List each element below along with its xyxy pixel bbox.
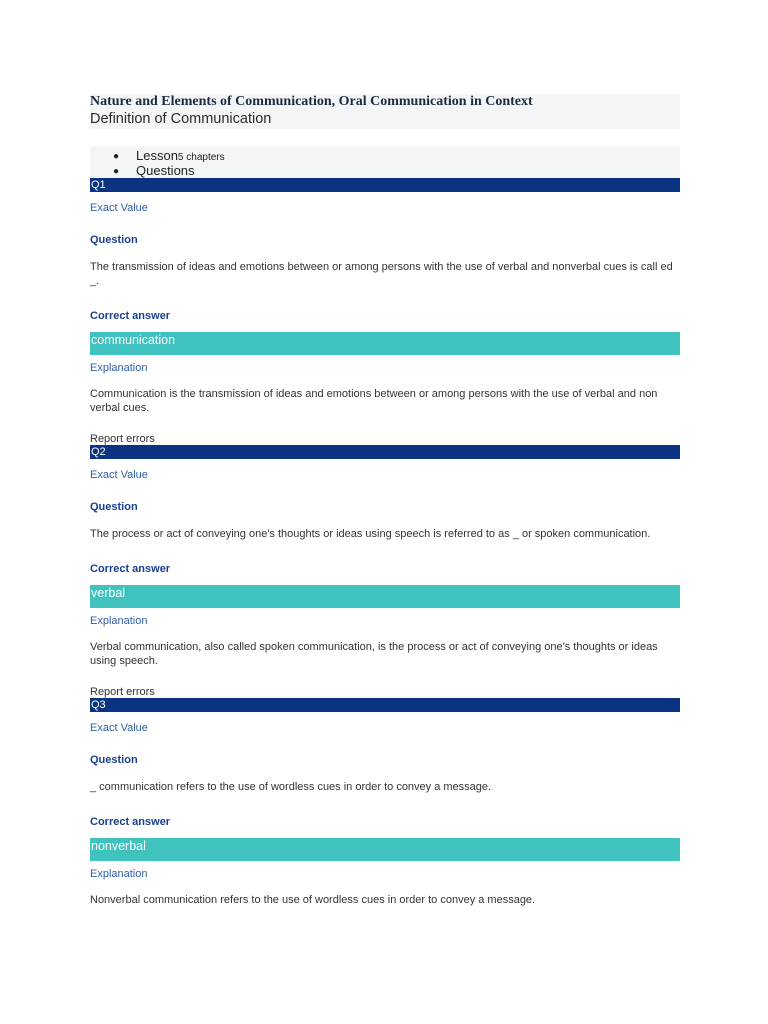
bullet-icon: ●: [113, 166, 120, 177]
question-type: Exact Value: [90, 202, 148, 214]
explanation-label: Explanation: [90, 615, 148, 627]
question-text: The process or act of conveying one's thoughts or ideas using speech is referred to as _ or spoken communication.: [90, 528, 651, 540]
explanation-text: Nonverbal communication refers to the use of wordless cues in order to convey a message.: [90, 894, 536, 906]
question-label: Question: [90, 754, 138, 766]
question-type: Exact Value: [90, 722, 148, 734]
correct-answer-label: Correct answer: [90, 563, 171, 575]
nav-item-questions[interactable]: [113, 163, 195, 178]
report-errors-link[interactable]: Report errors: [90, 433, 155, 445]
nav-lesson-label: Lesson: [136, 148, 178, 163]
correct-answer-label: Correct answer: [90, 816, 171, 828]
section-title: Definition of Communication: [90, 111, 272, 127]
correct-answer-box: verbal: [90, 585, 680, 608]
question-label: Question: [90, 501, 138, 513]
explanation-label: Explanation: [90, 362, 148, 374]
question-card: [90, 445, 680, 698]
question-number-bar: Q2: [90, 445, 680, 459]
explanation-label: Explanation: [90, 868, 148, 880]
question-card: [90, 178, 680, 445]
page-content: [90, 94, 680, 907]
report-errors-link[interactable]: Report errors: [90, 686, 155, 698]
question-type: Exact Value: [90, 469, 148, 481]
explanation-text: Verbal communication, also called spoken communication, is the process or act of conveying one's thoughts or ideas using speech.: [90, 641, 658, 667]
question-text: The transmission of ideas and emotions between or among persons with the use of verbal and nonverbal cues is call ed _.: [90, 261, 673, 287]
question-number-bar: Q1: [90, 178, 680, 192]
correct-answer-label: Correct answer: [90, 310, 171, 322]
bullet-icon: ●: [113, 151, 120, 162]
page-header: [90, 94, 680, 129]
course-title: Nature and Elements of Communication, Oral Communication in Context: [90, 94, 533, 109]
chapter-nav: [90, 146, 680, 178]
question-number-bar: Q3: [90, 698, 680, 712]
question-label: Question: [90, 234, 138, 246]
explanation-text: Communication is the transmission of ideas and emotions between or among persons with the use of verbal and non verbal cues.: [90, 388, 658, 414]
nav-questions-label: Questions: [136, 163, 195, 178]
question-text: _ communication refers to the use of wordless cues in order to convey a message.: [90, 781, 492, 793]
question-card: [90, 698, 680, 907]
correct-answer-box: nonverbal: [90, 838, 680, 861]
correct-answer-box: communication: [90, 332, 680, 355]
nav-lesson-count: 5 chapters: [177, 152, 225, 163]
